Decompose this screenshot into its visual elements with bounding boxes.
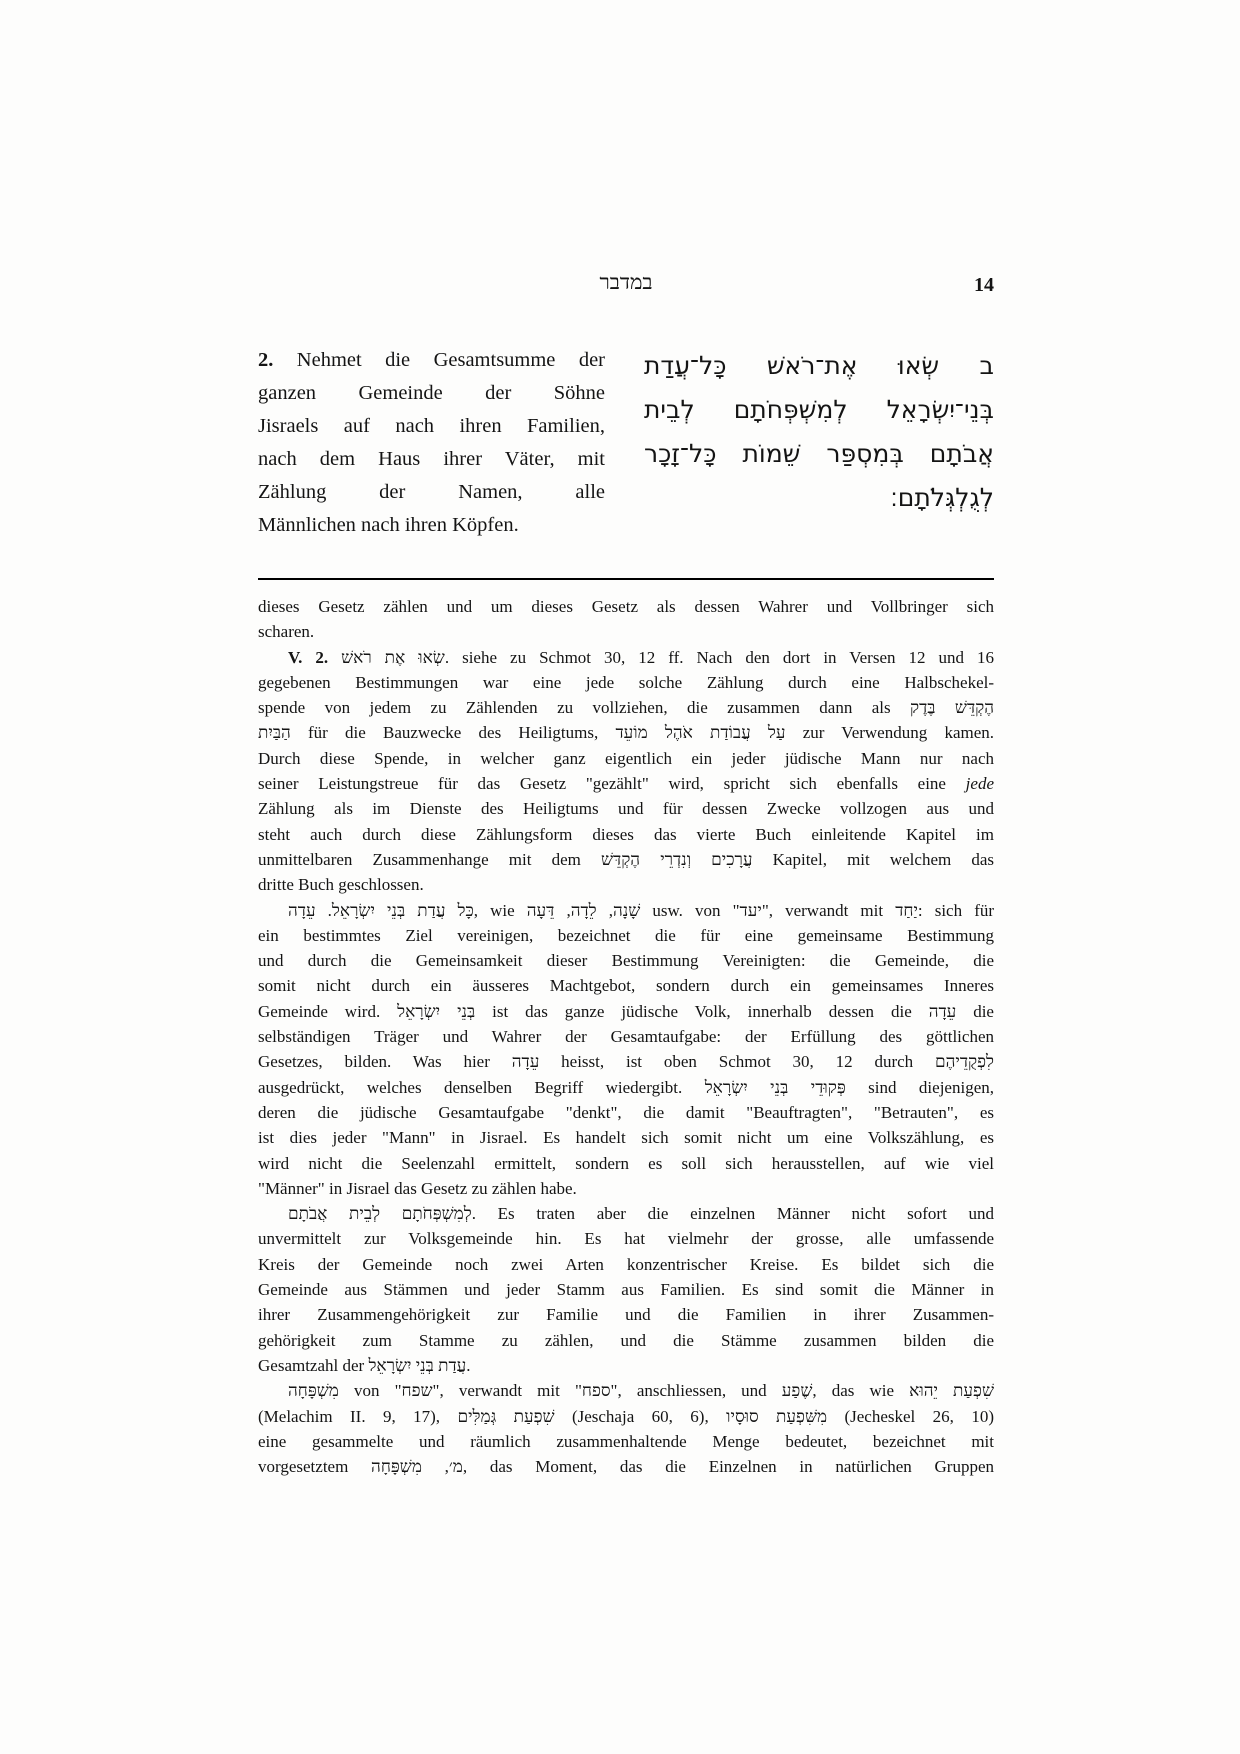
text: steht auch durch diese Zählungsform dieses das vierte Buch einleitende Kapitel im (258, 824, 994, 844)
commentary-line (258, 771, 994, 796)
commentary-line (258, 1454, 994, 1479)
text: שְׂאוּ אֶת רֹאשׁ. siehe zu Schmot 30, 12 ff. Nach den dort in Versen 12 und 16 (341, 647, 994, 667)
text: מִשְׁפָּחָה von "שפח", verwandt mit "ספח", anschliessen, und שֶׁפַע, das wie שִׁפְעַת יֵהוּא (288, 1381, 994, 1401)
commentary-line (258, 1176, 994, 1201)
commentary-line (258, 720, 994, 745)
translation-line (258, 410, 605, 443)
text: ב שְׂאוּ אֶת־רֹאשׁ כָּל־עֲדַת (644, 351, 994, 380)
commentary-line (258, 746, 994, 771)
commentary-line (258, 594, 994, 619)
commentary-line (258, 948, 994, 973)
commentary-line (258, 1378, 994, 1403)
translation-line (258, 377, 605, 410)
text: wird nicht die Seelenzahl ermittelt, sondern es soll sich herausstellen, auf wie viel (258, 1153, 994, 1173)
text-block (258, 270, 994, 1479)
text: "Männer" in Jisrael das Gesetz zu zählen habe. (258, 1178, 577, 1198)
text: unmittelbaren Zusammenhange mit dem עֲרָכִים וְנִדְרֵי הֶקְדֵּשׁ Kapitel, mit welchem das (258, 849, 995, 869)
italic-text: jede (965, 774, 994, 794)
text: gegebenen Bestimmungen war eine jede solche Zählung durch eine Halbschekel- (258, 672, 994, 692)
commentary-line (258, 1226, 994, 1251)
text: Gesetzes, bilden. Was hier עֵדָה heisst, ist oben Schmot 30, 12 durch לִפְקֻדֵיהֶם (258, 1052, 994, 1072)
hebrew-verse-line (644, 432, 994, 476)
commentary-line (258, 645, 994, 670)
commentary-paragraph (258, 594, 994, 645)
commentary-line (258, 1075, 994, 1100)
commentary-line (258, 1252, 994, 1277)
bold-text: V. 2. (288, 647, 342, 667)
text: ganzen Gemeinde der Söhne (258, 382, 605, 404)
commentary-line (258, 898, 994, 923)
book-title-hebrew: במדבר (599, 270, 653, 294)
translation-line (258, 476, 605, 509)
text: seiner Leistungstreue für das Gesetz "gezählt" wird, spricht sich ebenfalls eine (258, 774, 966, 794)
text: הַבַּיִת für die Bauzwecke des Heiligtums, עַל עֲבוֹדַת אֹהֶל מוֹעֵד zur Verwendung kamen. (258, 723, 995, 743)
text: Zählung der Namen, alle (258, 481, 605, 503)
german-translation-column (258, 344, 605, 542)
hebrew-verse-column (644, 344, 994, 542)
commentary-line (258, 1302, 994, 1327)
text: selbständigen Träger und Wahrer der Gesamtaufgabe: der Erfüllung des göttlichen (258, 1027, 994, 1047)
text: ein bestimmtes Ziel vereinigen, bezeichnet die für eine gemeinsame Bestimmung (258, 925, 994, 945)
text: אֲבֹתָם בְּמִסְפַּר שֵׁמוֹת כָּל־זָכָר (644, 439, 994, 468)
page-header (258, 270, 994, 304)
commentary-line (258, 1404, 994, 1429)
commentary-block (258, 594, 994, 1479)
commentary-line (258, 796, 994, 821)
commentary-paragraph (258, 898, 994, 1202)
commentary-line (258, 1429, 994, 1454)
commentary-line (258, 695, 994, 720)
text: dritte Buch geschlossen. (258, 875, 424, 895)
text: deren die jüdische Gesamtaufgabe "denkt", die damit "Beauftragten", "Betrauten", es (258, 1102, 994, 1122)
text: ist dies jeder "Mann" in Jisrael. Es handelt sich somit nicht um eine Volkszählung, es (258, 1128, 994, 1148)
text: לְגֻלְגְּלֹתָם׃ (890, 483, 994, 512)
text: eine gesammelte und räumlich zusammenhaltende Menge bedeutet, bezeichnet mit (258, 1431, 994, 1451)
commentary-line (258, 1353, 994, 1378)
commentary-line (258, 1277, 994, 1302)
text: vorgesetztem מ׳, מִשְׁפָּחָה, das Moment, das die Einzelnen in natürlichen Gruppen (258, 1457, 994, 1477)
text: בְּנֵי־יִשְׂרָאֵל לְמִשְׁפְּחֹתָם לְבֵית (644, 395, 994, 424)
text: somit nicht durch ein äusseres Machtgebot, sondern durch ein gemeinsames Inneres (258, 976, 994, 996)
text: כָּל עֲדַת בְּנֵי יִשְׂרָאֵל. עֵדָה, wie שָׁנָה, לֵדָה, דֵּעָה usw. von "יעד", verwandt mit יַחַד: sich für (288, 900, 995, 920)
commentary-line (258, 1125, 994, 1150)
bold-text: 2. (258, 349, 297, 371)
text: unvermittelt zur Volksgemeinde hin. Es hat vielmehr der grosse, alle umfassende (258, 1229, 994, 1249)
text: Durch diese Spende, in welcher ganz eigentlich ein jeder jüdische Mann nur nach (258, 748, 994, 768)
text: nach dem Haus ihrer Väter, mit (258, 448, 605, 470)
commentary-line (258, 1100, 994, 1125)
separator-rule (258, 578, 994, 580)
commentary-line (258, 999, 994, 1024)
text: gehörigkeit zum Stamme zu zählen, und die Stämme zusammen bilden die (258, 1330, 994, 1350)
commentary-line (258, 1201, 994, 1226)
commentary-line (258, 822, 994, 847)
text: spende von jedem zu Zählenden zu vollziehen, die zusammen dann als הֶקְדֵּשׁ בֶּדֶק (258, 698, 994, 718)
text: Nehmet die Gesamtsumme der (296, 349, 606, 371)
text: ausgedrückt, welches denselben Begriff wiedergibt. פְּקוּדֵי בְּנֵי יִשְׂרָאֵל sind diejenigen, (258, 1077, 994, 1097)
translation-line (258, 344, 605, 377)
text: dieses Gesetz zählen und um dieses Gesetz als dessen Wahrer und Vollbringer sich (258, 597, 994, 616)
text: Gemeinde wird. בְּנֵי יִשְׂרָאֵל ist das ganze jüdische Volk, innerhalb dessen die עֵדָה die (258, 1001, 994, 1021)
translation-line (258, 509, 605, 542)
commentary-line (258, 872, 994, 897)
hebrew-verse-line (644, 388, 994, 432)
commentary-line (258, 1049, 994, 1074)
text: und durch die Gemeinsamkeit dieser Bestimmung Vereinigten: die Gemeinde, die (258, 951, 994, 971)
commentary-paragraph (258, 1378, 994, 1479)
commentary-line (258, 973, 994, 998)
text: ihrer Zusammengehörigkeit zur Familie und die Familien in ihrer Zusammen- (258, 1305, 994, 1325)
commentary-paragraph (258, 1201, 994, 1378)
text: Männlichen nach ihren Köpfen. (258, 514, 519, 536)
commentary-line (258, 847, 994, 872)
text: Gemeinde aus Stämmen und jeder Stamm aus Familien. Es sind somit die Männer in (258, 1280, 994, 1300)
text: Gesamtzahl der עֲדַת בְּנֵי יִשְׂרָאֵל. (258, 1355, 471, 1375)
translation-line (258, 443, 605, 476)
commentary-line (258, 1151, 994, 1176)
text: scharen. (258, 622, 315, 642)
page-number: 14 (974, 274, 994, 296)
hebrew-verse-line (644, 344, 994, 388)
text: Kreis der Gemeinde noch zwei Arten konzentrischer Kreise. Es bildet sich die (258, 1254, 994, 1274)
commentary-line (258, 619, 994, 644)
text: Jisraels auf nach ihren Familien, (258, 415, 605, 437)
commentary-line (258, 1024, 994, 1049)
commentary-paragraph (258, 645, 994, 898)
commentary-line (258, 670, 994, 695)
hebrew-verse-line (644, 476, 994, 520)
verse-section (258, 344, 994, 542)
text: Zählung als im Dienste des Heiligtums und für dessen Zwecke vollzogen aus und (258, 799, 994, 819)
text: לְמִשְׁפְּחֹתָם לְבֵית אֲבֹתָם. Es traten aber die einzelnen Männer nicht sofort und (288, 1204, 994, 1224)
commentary-line (258, 1328, 994, 1353)
text: (Melachim II. 9, 17), שִׁפְעַת גְּמַלִּים (Jeschaja 60, 6), מִשִּׁפְעַת סוּסָיו (Jecheskel 26, 10) (258, 1406, 995, 1426)
commentary-line (258, 923, 994, 948)
